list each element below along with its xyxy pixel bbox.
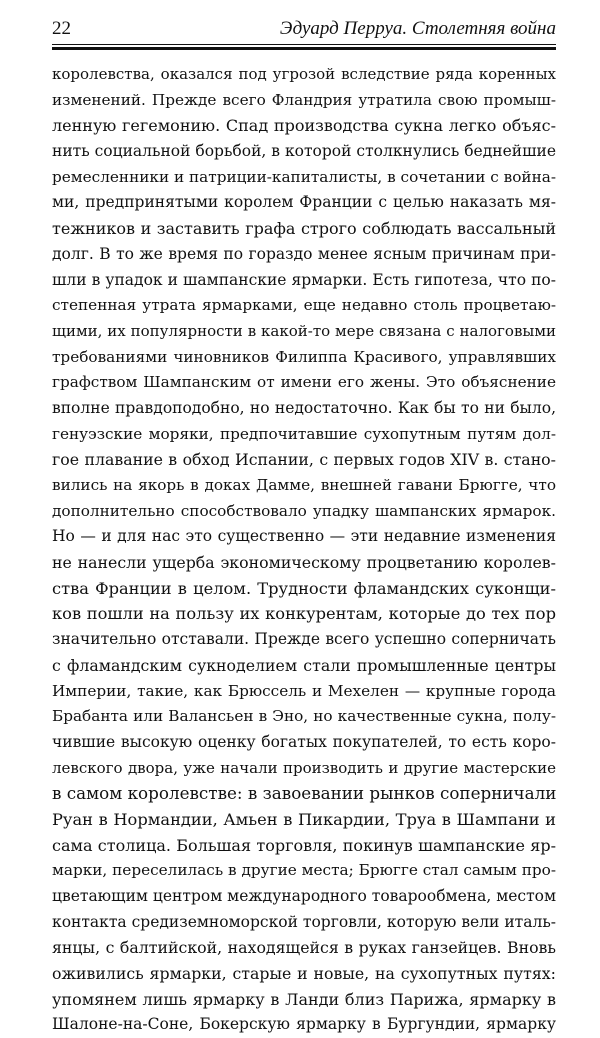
text-line: долг. В то же время по гораздо менее ясным причинам при- [52,244,556,263]
text-line: нить социальной борьбой, в которой столкнулись беднейшие [52,142,556,161]
text-line: вились на якорь в доках Дамме, внешней гавани Брюгге, что [52,476,556,494]
text-line: янцы, с балтийской, находящейся в руках ганзейцев. Вновь [52,938,556,958]
text-line: требованиями чиновников Филиппа Красивого, управлявших [52,347,556,366]
text-line: вполне правдоподобно, но недостаточно. Как бы то ни было, [52,398,556,417]
text-line: ми, предпринятыми королем Франции с целью наказать мя- [52,193,556,212]
text-line: степенная утрата ярмарками, еще недавно столь процветаю- [52,296,556,315]
text-line: ства Франции в целом. Трудности фламандских суконщи- [52,578,556,598]
text-line: графством Шампанским от имени его жены. Это объяснение [52,373,556,392]
text-line: Руан в Нормандии, Амьен в Пикардии, Труа в Шампани и [52,809,556,829]
text-line: цветающим центром международного товарообмена, местом [52,887,556,905]
text-line: изменений. Прежде всего Фландрия утратила свою промыш- [52,90,556,109]
text-line: Брабанта или Валансьен в Эно, но качественные сукна, полу- [52,707,556,726]
text-line: королевства, оказался под угрозой вследствие ряда коренных [52,65,556,83]
text-line: Шалоне-на-Соне, Бокерскую ярмарку в Бургундии, ярмарку [52,1015,556,1034]
header-rule-thick [52,47,556,50]
header-rule-thin [52,44,556,45]
text-line: в самом королевстве: в завоевании рынков соперничали [52,783,556,804]
text-line: левского двора, уже начали производить и другие мастерские [52,758,556,777]
text-line: оживились ярмарки, старые и новые, на сухопутных путях: [52,964,556,984]
page-number: 22 [52,18,71,39]
text-line: генуэзские моряки, предпочитавшие сухопутным путям дол- [52,424,556,443]
text-line: дополнительно способствовало упадку шампанских ярмарок. [52,501,556,520]
text-line: сама столица. Большая торговля, покинув шампанские яр- [52,835,556,855]
text-line: ленную гегемонию. Спад производства сукна легко объяс- [52,116,556,136]
text-line: значительно отставали. Прежде всего успешно соперничать [52,630,556,649]
text-line: гое плавание в обход Испании, с первых годов XIV в. стано- [52,450,556,470]
text-line: шли в упадок и шампанские ярмарки. Есть гипотеза, что по- [52,270,556,289]
page-header [52,14,556,44]
text-line: чившие высокую оценку богатых покупателей, то есть коро- [52,732,556,751]
text-line: ков пошли на пользу их конкурентам, которые до тех пор [52,604,556,624]
text-line: марки, переселилась в другие места; Брюгге стал самым про- [52,861,556,880]
text-line: ремесленники и патриции-капиталисты, в сочетании с война- [52,167,556,186]
text-line: упомянем лишь ярмарку в Ланди близ Парижа, ярмарку в [52,989,556,1009]
text-line: щими, их популярности в какой-то мере связана с налоговыми [52,321,556,340]
running-title: Эдуард Перруа. Столетняя война [279,18,556,39]
text-line: тежников и заставить графа строго соблюдать вассальный [52,219,556,239]
text-line: Но — и для нас это существенно — эти недавние изменения [52,527,556,546]
text-line: Империи, такие, как Брюссель и Мехелен — крупные города [52,681,556,700]
text-line: не нанесли ущерба экономическому процветанию королев- [52,553,556,573]
body-text [52,62,556,1038]
text-line: с фламандским сукноделием стали промышленные центры [52,655,556,675]
text-line: контакта средиземноморской торговли, которую вели италь- [52,912,556,931]
